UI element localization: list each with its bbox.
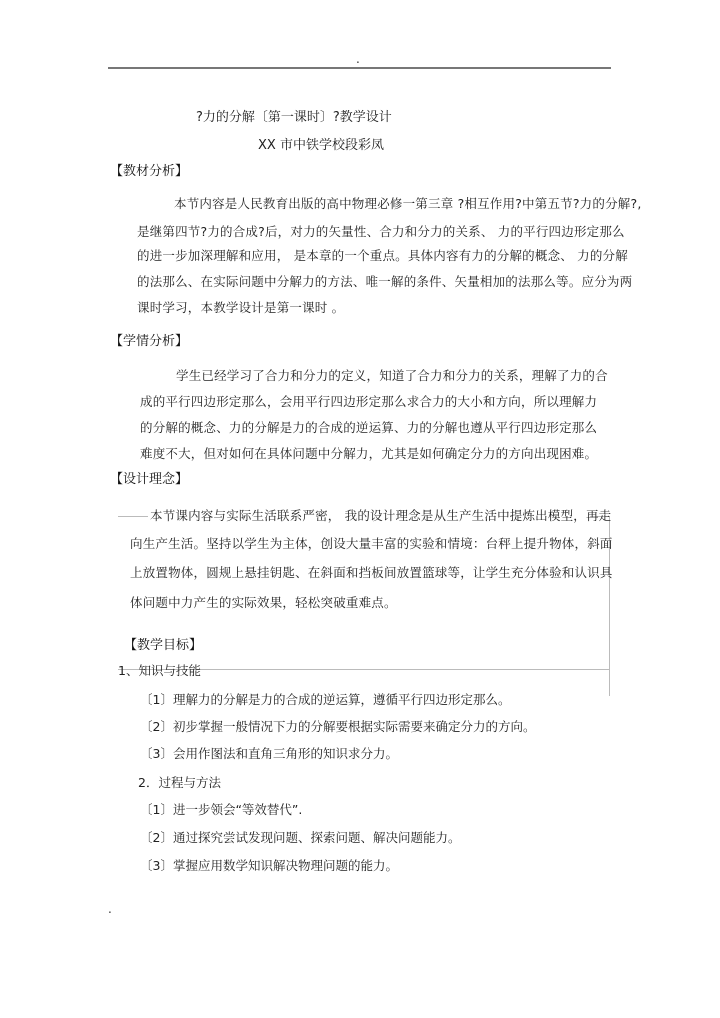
goals-group2-item-2: 〔2〕通过探究尝试发现问题、探索问题、解决问题能力。 <box>140 830 461 845</box>
textbook-line-1: 本节内容是人民教育出版的高中物理必修一第三章 ?相互作用?中第五节?力的分解?, <box>174 196 642 211</box>
students-line-1: 学生已经学习了合力和分力的定义，知道了合力和分力的关系，理解了力的合 <box>176 368 608 383</box>
textbook-line-4: 的法那么、在实际问题中分解力的方法、唯一解的条件、矢量相加的法那么等。应分为两 <box>137 274 633 289</box>
goals-group1-title: 1、知识与技能 <box>118 663 201 678</box>
design-line-1: 本节课内容与实际生活联系严密， 我的设计理念是从生产生活中提炼出模型，再走 <box>150 508 612 523</box>
textbook-line-5: 课时学习，本教学设计是第一课时 。 <box>137 300 345 315</box>
section-heading-goals: 【教学目标】 <box>124 638 203 653</box>
goals-group1-item-2: 〔2〕初步掌握一般情况下力的分解要根据实际需要来确定分力的方向。 <box>140 719 536 734</box>
section-heading-design: 【设计理念】 <box>110 472 189 487</box>
document-title: ?力的分解〔第一课时〕?教学设计 <box>196 110 392 125</box>
design-frame-top-left <box>118 516 148 517</box>
goals-group1-item-3: 〔3〕会用作图法和直角三角形的知识求分力。 <box>140 746 398 761</box>
students-line-2: 成的平行四边形定那么，会用平行四边形定那么求合力的大小和方向，所以理解力 <box>140 394 598 409</box>
section-heading-students: 【学情分析】 <box>110 334 189 349</box>
textbook-line-3: 的进一步加深理解和应用， 是本章的一个重点。具体内容有力的分解的概念、 力的分解 <box>137 248 628 263</box>
textbook-line-2: 是继第四节?力的合成?后，对力的矢量性、合力和分力的关系、 力的平行四边形定那么 <box>137 224 625 239</box>
header-rule <box>108 67 611 69</box>
header-mark: . <box>356 52 360 66</box>
goals-group2-title: 2．过程与方法 <box>138 775 221 790</box>
students-line-4: 难度不大，但对如何在具体问题中分解力，尤其是如何确定分力的方向出现困难。 <box>140 446 598 461</box>
goals-group2-item-1: 〔1〕进一步领会“等效替代”. <box>140 802 303 817</box>
document-author: XX 市中铁学校段彩凤 <box>258 138 384 153</box>
design-line-4: 体问题中力产生的实际效果，轻松突破重难点。 <box>130 595 397 610</box>
footer-mark: . <box>108 902 112 916</box>
design-line-3: 上放置物体，圆规上悬挂钥匙、在斜面和挡板间放置篮球等，让学生充分体验和认识具 <box>130 565 613 580</box>
students-line-3: 的分解的概念、力的分解是力的合成的逆运算、力的分解也遵从平行四边形定那么 <box>140 420 598 435</box>
section-heading-textbook: 【教材分析】 <box>110 164 189 179</box>
goals-group1-item-1: 〔1〕理解力的分解是力的合成的逆运算，遵循平行四边形定那么。 <box>140 692 511 707</box>
goals-group2-item-3: 〔3〕掌握应用数学知识解决物理问题的能力。 <box>140 858 398 873</box>
design-line-2: 向生产生活。坚持以学生为主体，创设大量丰富的实验和情境：台秤上提升物体，斜面 <box>130 536 613 551</box>
